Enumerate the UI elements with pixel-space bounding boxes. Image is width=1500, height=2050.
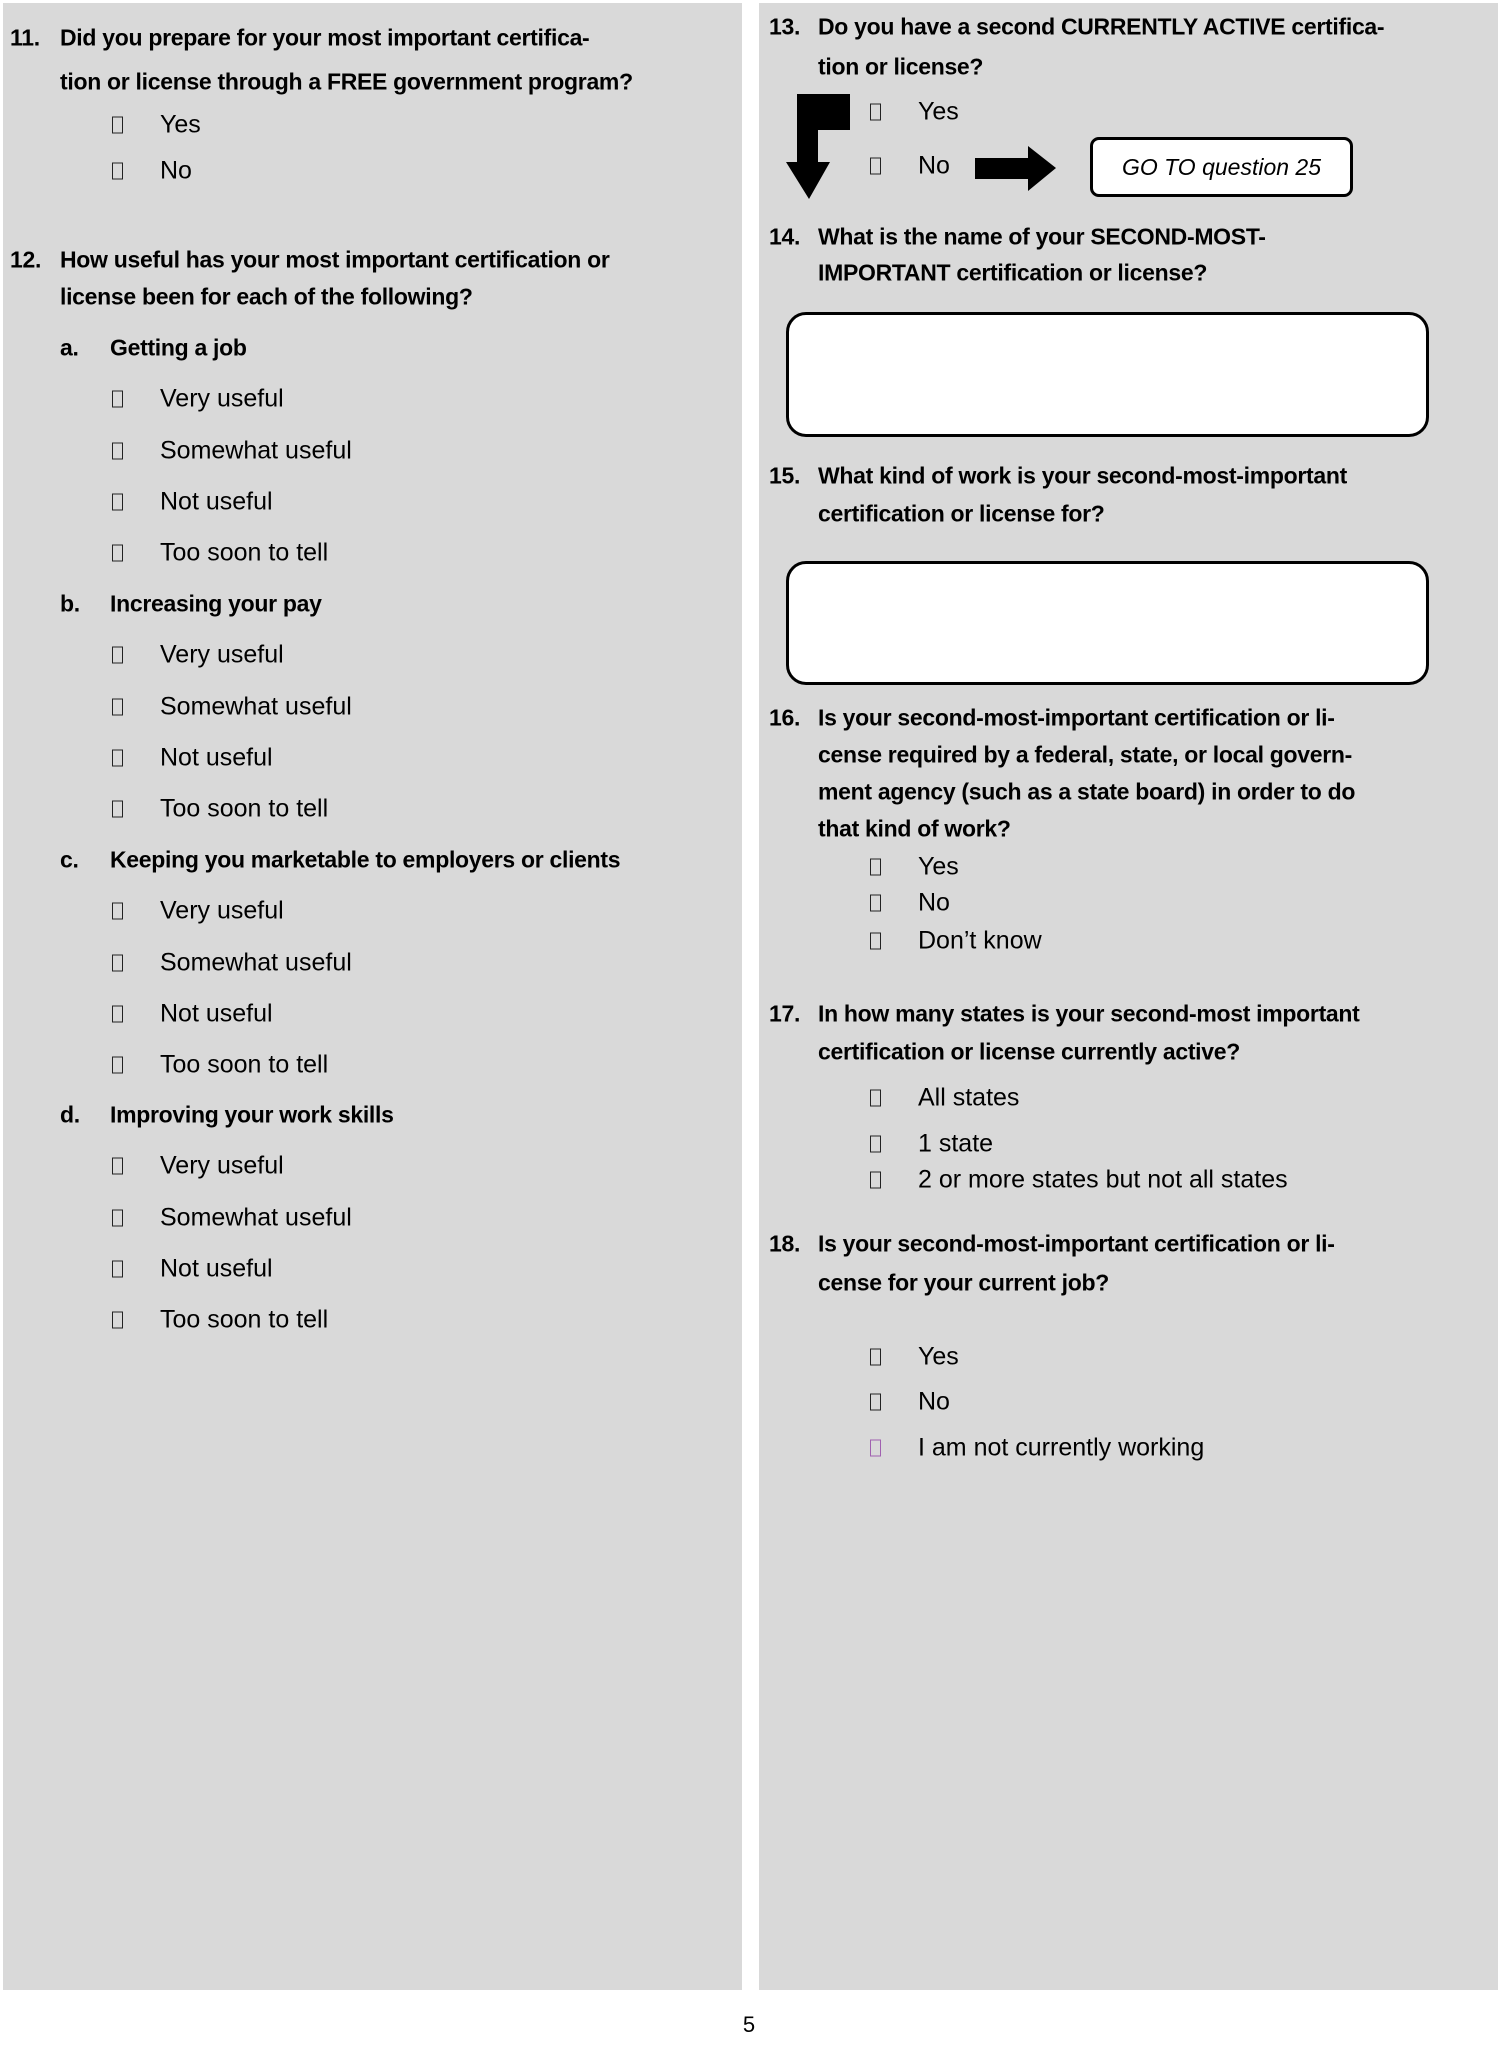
q16-no-label: No bbox=[918, 888, 950, 917]
q17-multiple-states-checkbox[interactable] bbox=[870, 1172, 881, 1189]
q17-text-line1: In how many states is your second-most important bbox=[818, 1000, 1360, 1027]
q12-number: 12. bbox=[10, 246, 42, 273]
q12-item-label: Improving your work skills bbox=[110, 1101, 394, 1128]
q18-not-working-label: I am not currently working bbox=[918, 1433, 1205, 1462]
q15-text-line2: certification or license for? bbox=[818, 500, 1105, 527]
q16-text-line2: cense required by a federal, state, or local govern- bbox=[818, 741, 1353, 768]
q13-number: 13. bbox=[769, 13, 801, 40]
q12-text-line1: How useful has your most important certification or bbox=[60, 246, 610, 273]
q12-option-label: Somewhat useful bbox=[160, 948, 352, 977]
q12-option-label: Somewhat useful bbox=[160, 1203, 352, 1232]
q18-yes-label: Yes bbox=[918, 1342, 959, 1371]
q12-option-label: Too soon to tell bbox=[160, 1305, 329, 1334]
q12-option-label: Very useful bbox=[160, 640, 284, 669]
q12-option-label: Very useful bbox=[160, 384, 284, 413]
q12-option-label: Too soon to tell bbox=[160, 538, 329, 567]
q17-text-line2: certification or license currently active? bbox=[818, 1038, 1241, 1065]
q12-option-checkbox[interactable] bbox=[112, 750, 123, 767]
q12-option-checkbox[interactable] bbox=[112, 647, 123, 664]
q16-dont-know-label: Don’t know bbox=[918, 926, 1042, 955]
q11-yes-label: Yes bbox=[160, 110, 201, 139]
q11-text-line1: Did you prepare for your most important certifica- bbox=[60, 24, 590, 51]
q17-multiple-states-label: 2 or more states but not all states bbox=[918, 1165, 1288, 1194]
q12-option-label: Too soon to tell bbox=[160, 1050, 329, 1079]
q18-text-line1: Is your second-most-important certification or li- bbox=[818, 1230, 1335, 1257]
q13-text-line2: tion or license? bbox=[818, 53, 984, 80]
q16-dont-know-checkbox[interactable] bbox=[870, 933, 881, 950]
q12-option-checkbox[interactable] bbox=[112, 443, 123, 460]
skip-arrows bbox=[0, 0, 1500, 260]
q16-text-line4: that kind of work? bbox=[818, 815, 1011, 842]
q11-no-label: No bbox=[160, 156, 192, 185]
q12-option-label: Not useful bbox=[160, 1254, 273, 1283]
q12-option-checkbox[interactable] bbox=[112, 1158, 123, 1175]
q16-yes-label: Yes bbox=[918, 852, 959, 881]
q18-text-line2: cense for your current job? bbox=[818, 1269, 1109, 1296]
q12-option-label: Too soon to tell bbox=[160, 794, 329, 823]
q12-option-checkbox[interactable] bbox=[112, 1210, 123, 1227]
q17-all-states-checkbox[interactable] bbox=[870, 1090, 881, 1107]
q12-option-checkbox[interactable] bbox=[112, 1312, 123, 1329]
q16-no-checkbox[interactable] bbox=[870, 895, 881, 912]
q12-option-checkbox[interactable] bbox=[112, 1057, 123, 1074]
q12-option-checkbox[interactable] bbox=[112, 494, 123, 511]
q12-option-checkbox[interactable] bbox=[112, 955, 123, 972]
q12-option-checkbox[interactable] bbox=[112, 1261, 123, 1278]
q17-all-states-label: All states bbox=[918, 1083, 1020, 1112]
q13-text-line1: Do you have a second CURRENTLY ACTIVE certifica- bbox=[818, 13, 1385, 40]
q12-item-letter: a. bbox=[60, 334, 79, 361]
q12-item-letter: c. bbox=[60, 846, 79, 873]
q14-answer-field[interactable] bbox=[786, 312, 1429, 437]
q17-number: 17. bbox=[769, 1000, 801, 1027]
page-number: 5 bbox=[742, 2012, 756, 2037]
q13-no-checkbox[interactable] bbox=[870, 158, 881, 175]
q12-text-line2: license been for each of the following? bbox=[60, 283, 473, 310]
q18-not-working-checkbox[interactable] bbox=[870, 1440, 881, 1457]
q12-option-checkbox[interactable] bbox=[112, 699, 123, 716]
q12-option-checkbox[interactable] bbox=[112, 801, 123, 818]
goto-question-25-box: GO TO question 25 bbox=[1090, 137, 1353, 197]
q12-option-label: Somewhat useful bbox=[160, 692, 352, 721]
q15-number: 15. bbox=[769, 462, 801, 489]
q12-option-label: Not useful bbox=[160, 743, 273, 772]
q16-number: 16. bbox=[769, 704, 801, 731]
q12-option-label: Very useful bbox=[160, 896, 284, 925]
q18-number: 18. bbox=[769, 1230, 801, 1257]
q12-option-label: Somewhat useful bbox=[160, 436, 352, 465]
q18-no-checkbox[interactable] bbox=[870, 1394, 881, 1411]
q12-option-checkbox[interactable] bbox=[112, 391, 123, 408]
q18-no-label: No bbox=[918, 1387, 950, 1416]
q15-answer-field[interactable] bbox=[786, 561, 1429, 685]
q14-text-line2: IMPORTANT certification or license? bbox=[818, 259, 1208, 286]
q14-number: 14. bbox=[769, 223, 801, 250]
q16-text-line3: ment agency (such as a state board) in order to do bbox=[818, 778, 1356, 805]
q13-yes-label: Yes bbox=[918, 97, 959, 126]
q15-text-line1: What kind of work is your second-most-important bbox=[818, 462, 1347, 489]
q17-one-state-label: 1 state bbox=[918, 1129, 994, 1158]
q12-option-label: Not useful bbox=[160, 487, 273, 516]
q17-one-state-checkbox[interactable] bbox=[870, 1136, 881, 1153]
q12-option-checkbox[interactable] bbox=[112, 1006, 123, 1023]
q12-option-label: Not useful bbox=[160, 999, 273, 1028]
q12-option-label: Very useful bbox=[160, 1151, 284, 1180]
q16-text-line1: Is your second-most-important certification or li- bbox=[818, 704, 1335, 731]
q14-text-line1: What is the name of your SECOND-MOST- bbox=[818, 223, 1266, 250]
q11-text-line2: tion or license through a FREE government program? bbox=[60, 68, 633, 95]
right-column bbox=[759, 3, 1498, 1990]
q12-item-letter: d. bbox=[60, 1101, 80, 1128]
q12-item-label: Increasing your pay bbox=[110, 590, 322, 617]
q13-yes-checkbox[interactable] bbox=[870, 104, 881, 121]
q16-yes-checkbox[interactable] bbox=[870, 859, 881, 876]
q12-item-letter: b. bbox=[60, 590, 80, 617]
q18-yes-checkbox[interactable] bbox=[870, 1349, 881, 1366]
continue-arrow-icon bbox=[786, 94, 850, 199]
q12-option-checkbox[interactable] bbox=[112, 545, 123, 562]
q12-item-label: Getting a job bbox=[110, 334, 247, 361]
q13-no-label: No bbox=[918, 151, 950, 180]
q12-item-label: Keeping you marketable to employers or clients bbox=[110, 846, 621, 873]
skip-arrow-icon bbox=[975, 146, 1056, 191]
q11-number: 11. bbox=[10, 24, 40, 51]
q12-option-checkbox[interactable] bbox=[112, 903, 123, 920]
